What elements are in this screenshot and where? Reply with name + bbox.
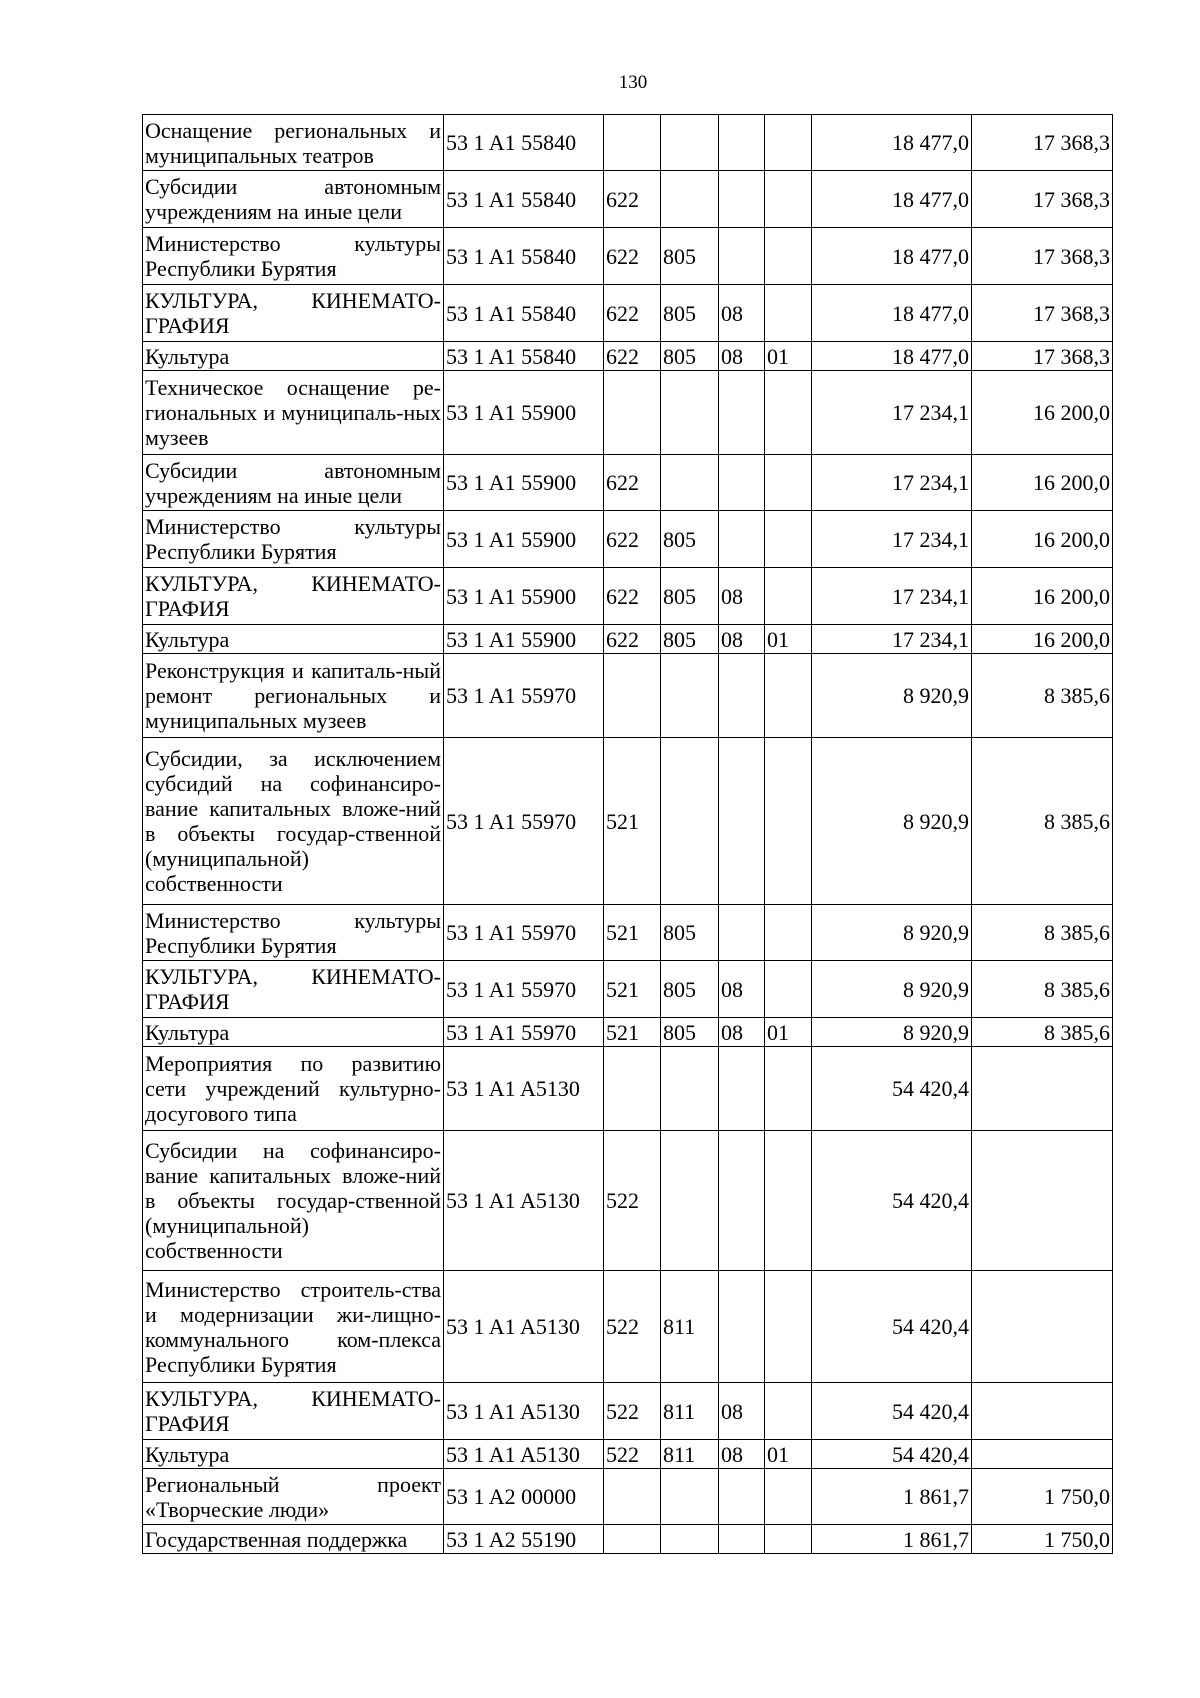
cell-ministry-code: 805: [661, 1018, 719, 1047]
cell-target-article: 53 1 A1 55900: [444, 625, 604, 654]
cell-ministry-code: 811: [661, 1383, 719, 1440]
cell-expense-type: [604, 1525, 661, 1554]
cell-section: [719, 1047, 765, 1131]
cell-amount-2: 8 385,6: [972, 654, 1113, 738]
cell-section: [719, 171, 765, 228]
cell-amount-1: 17 234,1: [812, 625, 972, 654]
cell-subsection: [765, 1271, 812, 1383]
cell-subsection: [765, 228, 812, 285]
cell-ministry-code: [661, 654, 719, 738]
cell-expense-type: 521: [604, 738, 661, 905]
cell-name: Оснащение региональных и муниципальных театров: [143, 115, 444, 171]
cell-ministry-code: 811: [661, 1440, 719, 1469]
cell-amount-1: 17 234,1: [812, 511, 972, 568]
cell-amount-1: 54 420,4: [812, 1271, 972, 1383]
cell-expense-type: 522: [604, 1383, 661, 1440]
cell-section: 08: [719, 1383, 765, 1440]
cell-expense-type: 622: [604, 342, 661, 371]
table-row: [143, 455, 1113, 511]
cell-name: Субсидии автономным учреждениям на иные цели: [143, 455, 444, 511]
table-row: [143, 961, 1113, 1018]
cell-target-article: 53 1 A2 00000: [444, 1469, 604, 1525]
cell-subsection: [765, 1383, 812, 1440]
cell-section: [719, 654, 765, 738]
cell-subsection: 01: [765, 625, 812, 654]
cell-target-article: 53 1 A2 55190: [444, 1525, 604, 1554]
cell-target-article: 53 1 A1 55900: [444, 371, 604, 455]
cell-target-article: 53 1 A1 55900: [444, 568, 604, 625]
cell-amount-2: [972, 1131, 1113, 1271]
cell-amount-1: 18 477,0: [812, 171, 972, 228]
cell-subsection: [765, 371, 812, 455]
cell-amount-1: 1 861,7: [812, 1469, 972, 1525]
cell-expense-type: [604, 1469, 661, 1525]
cell-amount-2: 8 385,6: [972, 1018, 1113, 1047]
cell-ministry-code: [661, 1047, 719, 1131]
cell-name: КУЛЬТУРА, КИНЕМАТО-ГРАФИЯ: [143, 961, 444, 1018]
cell-section: [719, 1131, 765, 1271]
cell-ministry-code: [661, 371, 719, 455]
cell-amount-1: 54 420,4: [812, 1383, 972, 1440]
cell-subsection: [765, 285, 812, 342]
cell-amount-2: [972, 1440, 1113, 1469]
cell-amount-1: 54 420,4: [812, 1047, 972, 1131]
cell-expense-type: 622: [604, 228, 661, 285]
cell-expense-type: 622: [604, 171, 661, 228]
table-row: [143, 1271, 1113, 1383]
cell-section: [719, 1469, 765, 1525]
table-row: [143, 654, 1113, 738]
cell-expense-type: 622: [604, 511, 661, 568]
table-row: [143, 285, 1113, 342]
cell-section: [719, 1525, 765, 1554]
cell-amount-1: 8 920,9: [812, 654, 972, 738]
cell-name: Культура: [143, 625, 444, 654]
cell-ministry-code: 805: [661, 228, 719, 285]
table-row: [143, 1131, 1113, 1271]
cell-ministry-code: 805: [661, 511, 719, 568]
cell-ministry-code: 805: [661, 625, 719, 654]
cell-section: 08: [719, 625, 765, 654]
cell-subsection: [765, 171, 812, 228]
cell-subsection: 01: [765, 1440, 812, 1469]
cell-expense-type: 521: [604, 961, 661, 1018]
cell-subsection: [765, 115, 812, 171]
cell-section: 08: [719, 961, 765, 1018]
table-row: [143, 342, 1113, 371]
cell-amount-2: 8 385,6: [972, 961, 1113, 1018]
cell-ministry-code: 805: [661, 285, 719, 342]
cell-ministry-code: 805: [661, 905, 719, 961]
table-row: [143, 1440, 1113, 1469]
cell-target-article: 53 1 A1 A5130: [444, 1131, 604, 1271]
cell-ministry-code: [661, 171, 719, 228]
cell-subsection: 01: [765, 342, 812, 371]
cell-amount-2: 16 200,0: [972, 511, 1113, 568]
cell-name: Реконструкция и капиталь-ный ремонт региональных и муниципальных музеев: [143, 654, 444, 738]
cell-section: [719, 738, 765, 905]
cell-amount-1: 17 234,1: [812, 371, 972, 455]
cell-section: 08: [719, 1018, 765, 1047]
budget-table: [142, 114, 1113, 1554]
cell-subsection: [765, 1525, 812, 1554]
cell-amount-2: [972, 1271, 1113, 1383]
cell-subsection: [765, 738, 812, 905]
cell-ministry-code: [661, 1131, 719, 1271]
cell-amount-2: 1 750,0: [972, 1469, 1113, 1525]
cell-amount-1: 18 477,0: [812, 342, 972, 371]
cell-amount-1: 17 234,1: [812, 455, 972, 511]
cell-subsection: [765, 1131, 812, 1271]
cell-expense-type: [604, 654, 661, 738]
cell-ministry-code: [661, 1525, 719, 1554]
cell-name: Мероприятия по развитию сети учреждений культурно-досугового типа: [143, 1047, 444, 1131]
table-row: [143, 228, 1113, 285]
cell-subsection: [765, 455, 812, 511]
table-row: [143, 625, 1113, 654]
cell-target-article: 53 1 A1 55840: [444, 342, 604, 371]
cell-name: Субсидии, за исключением субсидий на софинансиро-вание капитальных вложе-ний в объекты государ-ственной (муниципальной) собственности: [143, 738, 444, 905]
cell-subsection: 01: [765, 1018, 812, 1047]
cell-target-article: 53 1 A1 55970: [444, 738, 604, 905]
cell-name: Министерство культуры Республики Бурятия: [143, 905, 444, 961]
cell-amount-2: 8 385,6: [972, 905, 1113, 961]
cell-ministry-code: 811: [661, 1271, 719, 1383]
table-row: [143, 1383, 1113, 1440]
table-row: [143, 1047, 1113, 1131]
cell-section: [719, 455, 765, 511]
cell-amount-2: 17 368,3: [972, 171, 1113, 228]
cell-name: КУЛЬТУРА, КИНЕМАТО-ГРАФИЯ: [143, 568, 444, 625]
cell-name: Государственная поддержка: [143, 1525, 444, 1554]
cell-ministry-code: 805: [661, 568, 719, 625]
cell-amount-2: 17 368,3: [972, 342, 1113, 371]
cell-target-article: 53 1 A1 55900: [444, 511, 604, 568]
cell-subsection: [765, 905, 812, 961]
cell-ministry-code: 805: [661, 961, 719, 1018]
cell-target-article: 53 1 A1 55840: [444, 228, 604, 285]
cell-section: 08: [719, 285, 765, 342]
cell-target-article: 53 1 A1 A5130: [444, 1383, 604, 1440]
cell-expense-type: 622: [604, 285, 661, 342]
cell-target-article: 53 1 A1 55840: [444, 285, 604, 342]
cell-subsection: [765, 961, 812, 1018]
table-row: [143, 371, 1113, 455]
cell-amount-1: 18 477,0: [812, 285, 972, 342]
cell-name: Культура: [143, 1440, 444, 1469]
page-number: 130: [618, 72, 648, 93]
cell-section: 08: [719, 342, 765, 371]
cell-subsection: [765, 511, 812, 568]
cell-ministry-code: 805: [661, 342, 719, 371]
cell-ministry-code: [661, 1469, 719, 1525]
cell-expense-type: [604, 1047, 661, 1131]
cell-amount-1: 54 420,4: [812, 1440, 972, 1469]
cell-target-article: 53 1 A1 55970: [444, 1018, 604, 1047]
cell-amount-1: 8 920,9: [812, 1018, 972, 1047]
cell-expense-type: 522: [604, 1440, 661, 1469]
table-body: [143, 115, 1113, 1554]
cell-section: [719, 115, 765, 171]
cell-target-article: 53 1 A1 55840: [444, 171, 604, 228]
cell-subsection: [765, 568, 812, 625]
cell-amount-2: [972, 1047, 1113, 1131]
cell-amount-1: 8 920,9: [812, 905, 972, 961]
cell-expense-type: [604, 371, 661, 455]
cell-expense-type: [604, 115, 661, 171]
table-row: [143, 171, 1113, 228]
cell-expense-type: 622: [604, 625, 661, 654]
cell-expense-type: 622: [604, 455, 661, 511]
cell-amount-1: 8 920,9: [812, 961, 972, 1018]
cell-name: Культура: [143, 1018, 444, 1047]
cell-section: [719, 511, 765, 568]
table-row: [143, 115, 1113, 171]
cell-target-article: 53 1 A1 55970: [444, 654, 604, 738]
cell-ministry-code: [661, 738, 719, 905]
table-row: [143, 1525, 1113, 1554]
cell-name: Техническое оснащение ре-гиональных и муниципаль-ных музеев: [143, 371, 444, 455]
cell-amount-1: 8 920,9: [812, 738, 972, 905]
cell-expense-type: 521: [604, 905, 661, 961]
cell-amount-2: 16 200,0: [972, 625, 1113, 654]
cell-amount-2: 8 385,6: [972, 738, 1113, 905]
cell-amount-1: 54 420,4: [812, 1131, 972, 1271]
cell-amount-2: 16 200,0: [972, 371, 1113, 455]
cell-expense-type: 521: [604, 1018, 661, 1047]
cell-amount-1: 18 477,0: [812, 115, 972, 171]
cell-name: Субсидии на софинансиро-вание капитальных вложе-ний в объекты государ-ственной (муниципальной) собственности: [143, 1131, 444, 1271]
cell-expense-type: 522: [604, 1131, 661, 1271]
table-row: [143, 1018, 1113, 1047]
cell-target-article: 53 1 A1 A5130: [444, 1047, 604, 1131]
cell-target-article: 53 1 A1 55970: [444, 961, 604, 1018]
cell-amount-2: 16 200,0: [972, 568, 1113, 625]
cell-target-article: 53 1 A1 A5130: [444, 1271, 604, 1383]
cell-section: 08: [719, 1440, 765, 1469]
cell-subsection: [765, 1047, 812, 1131]
table-row: [143, 905, 1113, 961]
cell-name: Субсидии автономным учреждениям на иные цели: [143, 171, 444, 228]
cell-amount-2: 17 368,3: [972, 285, 1113, 342]
cell-expense-type: 622: [604, 568, 661, 625]
cell-name: КУЛЬТУРА, КИНЕМАТО-ГРАФИЯ: [143, 285, 444, 342]
cell-section: 08: [719, 568, 765, 625]
cell-amount-2: 17 368,3: [972, 115, 1113, 171]
cell-amount-2: 17 368,3: [972, 228, 1113, 285]
cell-ministry-code: [661, 115, 719, 171]
table-row: [143, 568, 1113, 625]
cell-amount-1: 18 477,0: [812, 228, 972, 285]
cell-subsection: [765, 654, 812, 738]
cell-subsection: [765, 1469, 812, 1525]
cell-expense-type: 522: [604, 1271, 661, 1383]
cell-section: [719, 228, 765, 285]
cell-amount-2: 1 750,0: [972, 1525, 1113, 1554]
cell-name: КУЛЬТУРА, КИНЕМАТО-ГРАФИЯ: [143, 1383, 444, 1440]
cell-name: Министерство культуры Республики Бурятия: [143, 228, 444, 285]
table-row: [143, 1469, 1113, 1525]
cell-target-article: 53 1 A1 55970: [444, 905, 604, 961]
cell-section: [719, 1271, 765, 1383]
cell-section: [719, 371, 765, 455]
cell-ministry-code: [661, 455, 719, 511]
table-row: [143, 511, 1113, 568]
cell-target-article: 53 1 A1 A5130: [444, 1440, 604, 1469]
cell-name: Министерство строитель-ства и модернизации жи-лищно-коммунального ком-плекса Республики Бурятия: [143, 1271, 444, 1383]
cell-name: Региональный проект «Творческие люди»: [143, 1469, 444, 1525]
table-row: [143, 738, 1113, 905]
cell-amount-2: 16 200,0: [972, 455, 1113, 511]
cell-section: [719, 905, 765, 961]
cell-amount-1: 17 234,1: [812, 568, 972, 625]
cell-amount-1: 1 861,7: [812, 1525, 972, 1554]
cell-amount-2: [972, 1383, 1113, 1440]
cell-target-article: 53 1 A1 55840: [444, 115, 604, 171]
cell-target-article: 53 1 A1 55900: [444, 455, 604, 511]
cell-name: Министерство культуры Республики Бурятия: [143, 511, 444, 568]
cell-name: Культура: [143, 342, 444, 371]
